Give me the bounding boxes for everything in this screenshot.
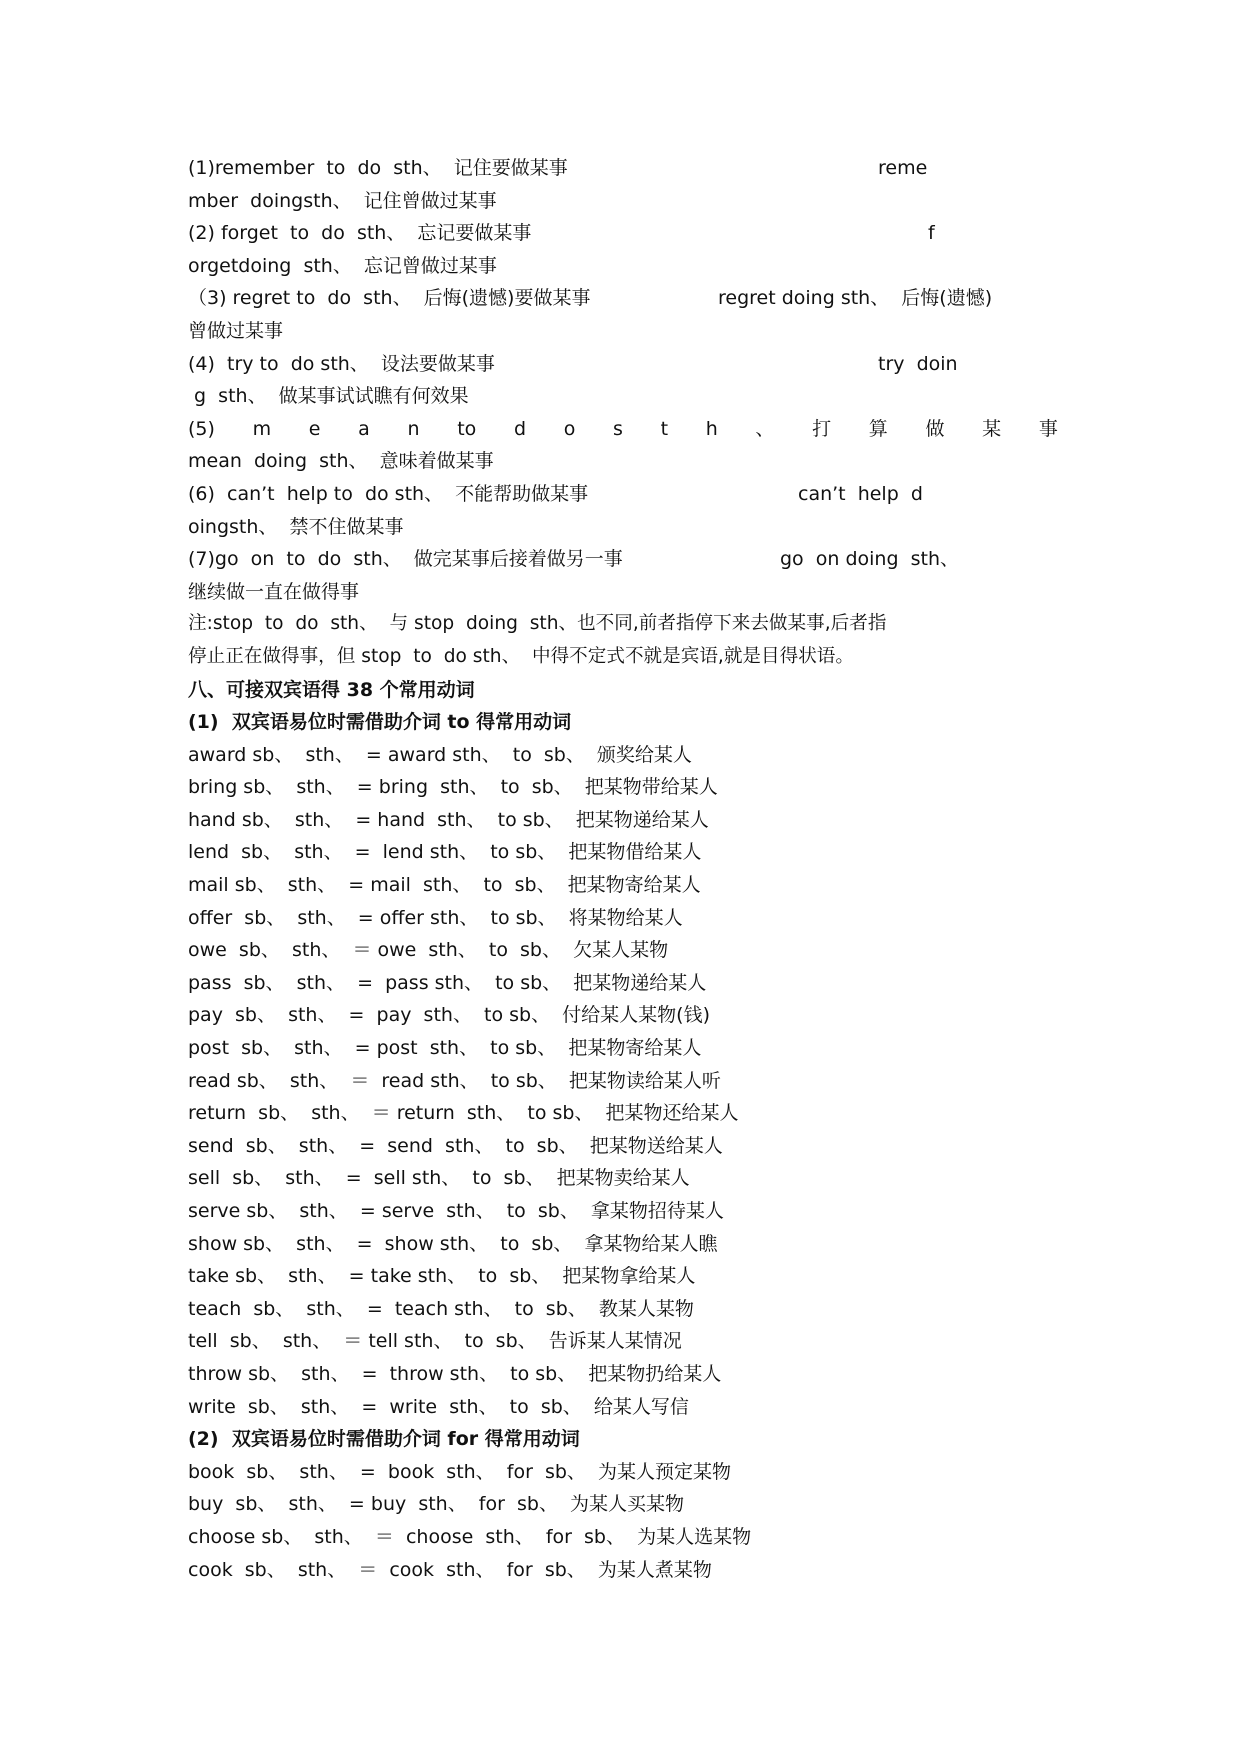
token: t — [660, 417, 669, 440]
verb-entry: buy sb、 sth、 = buy sth、 for sb、 为某人买某物 — [188, 1493, 685, 1516]
verb-entry: pass sb、 sth、 = pass sth、 to sb、 把某物递给某人 — [188, 971, 707, 994]
line-left: (4) try to do sth、 设法要做某事 — [188, 352, 495, 375]
token: 某 — [982, 417, 1002, 440]
line-right: can’t help d — [798, 482, 923, 505]
verb-entry: lend sb、 sth、 = lend sth、 to sb、 把某物借给某人 — [188, 841, 702, 864]
line-left: (2) forget to do sth、 忘记要做某事 — [188, 222, 532, 245]
token: h — [705, 417, 718, 440]
verb-entry: show sb、 sth、 = show sth、 to sb、 拿某物给某人瞧 — [188, 1232, 718, 1255]
verb-entry: hand sb、 sth、 = hand sth、 to sb、 把某物递给某人 — [188, 808, 709, 831]
line-right: regret doing sth、 后悔(遗憾) — [718, 287, 993, 310]
verb-entry: sell sb、 sth、 = sell sth、 to sb、 把某物卖给某人 — [188, 1167, 690, 1190]
text-line — [188, 608, 1058, 641]
verb-entry: teach sb、 sth、 = teach sth、 to sb、 教某人某物 — [188, 1297, 694, 1320]
text-line — [188, 185, 1058, 218]
text-line-justified — [188, 413, 1058, 446]
verb-entry: cook sb、 sth、 ＝ cook sth、 for sb、 为某人煮某物 — [188, 1558, 712, 1581]
line-left: （3) regret to do sth、 后悔(遗憾)要做某事 — [188, 287, 591, 310]
line-left: 停止正在做得事，但 stop to do sth、 中得不定式不就是宾语,就是目得状语。 — [188, 645, 854, 667]
token: d — [513, 417, 527, 440]
line-left: 曾做过某事 — [188, 319, 284, 342]
text-line — [188, 217, 1058, 250]
line-left: (6) can’t help to do sth、 不能帮助做某事 — [188, 482, 589, 505]
text-line — [188, 250, 1058, 283]
line-right: reme — [878, 157, 928, 179]
verb-entry: mail sb、 sth、 = mail sth、 to sb、 把某物寄给某人 — [188, 874, 701, 897]
text-line — [188, 543, 1058, 576]
token: m — [252, 417, 272, 440]
token: a — [358, 417, 370, 440]
verb-entry: post sb、 sth、 = post sth、 to sb、 把某物寄给某人 — [188, 1037, 702, 1060]
verb-entry: book sb、 sth、 = book sth、 for sb、 为某人预定某物 — [188, 1460, 732, 1483]
text-line — [188, 576, 1058, 609]
text-line — [188, 478, 1058, 511]
verb-entry: offer sb、 sth、 = offer sth、 to sb、 将某物给某人 — [188, 906, 683, 929]
token: 事 — [1038, 417, 1058, 440]
text-line — [188, 315, 1058, 348]
line-left: oingsth、 禁不住做某事 — [188, 515, 404, 538]
verb-entry: award sb、 sth、 = award sth、 to sb、 颁奖给某人 — [188, 743, 692, 766]
subsection-heading-to: (1) 双宾语易位时需借助介词 to 得常用动词 — [188, 711, 572, 734]
line-left: g sth、 做某事试试瞧有何效果 — [188, 385, 469, 408]
line-right: f — [928, 222, 935, 245]
subsection-heading-for: (2) 双宾语易位时需借助介词 for 得常用动词 — [188, 1428, 580, 1451]
verb-entry: serve sb、 sth、 = serve sth、 to sb、 拿某物招待某人 — [188, 1200, 724, 1222]
token: 打 — [812, 417, 832, 440]
token: to — [457, 417, 477, 440]
document-page — [188, 152, 1058, 1586]
token: 、 — [755, 417, 775, 440]
verb-entry: send sb、 sth、 = send sth、 to sb、 把某物送给某人 — [188, 1134, 723, 1157]
token: o — [563, 417, 576, 440]
text-line — [188, 445, 1058, 478]
text-line — [188, 348, 1058, 381]
line-left: (7)go on to do sth、 做完某事后接着做另一事 — [188, 548, 623, 571]
verb-entry: return sb、 sth、 ＝ return sth、 to sb、 把某物还给某人 — [188, 1102, 739, 1125]
section-heading: 八、可接双宾语得 38 个常用动词 — [188, 678, 475, 701]
line-left: mber doingsth、 记住曾做过某事 — [188, 189, 497, 212]
verb-entry: take sb、 sth、 = take sth、 to sb、 把某物拿给某人 — [188, 1265, 696, 1288]
line-left: mean doing sth、 意味着做某事 — [188, 450, 494, 473]
token: e — [308, 417, 321, 440]
token: s — [612, 417, 623, 440]
verb-entry: write sb、 sth、 = write sth、 to sb、 给某人写信 — [188, 1395, 689, 1418]
line-left: (1)remember to do sth、 记住要做某事 — [188, 157, 568, 179]
text-line — [188, 380, 1058, 413]
verb-entry: tell sb、 sth、 ＝ tell sth、 to sb、 告诉某人某情况 — [188, 1330, 682, 1353]
text-line — [188, 511, 1058, 544]
line-right: try doin — [878, 352, 958, 375]
verb-entry: throw sb、 sth、 = throw sth、 to sb、 把某物扔给某人 — [188, 1362, 722, 1385]
line-left: 注:stop to do sth、 与 stop doing sth、也不同,前者指停下来去做某事,后者指 — [188, 613, 887, 635]
line-left: 继续做一直在做得事 — [188, 580, 360, 603]
line-left: orgetdoing sth、 忘记曾做过某事 — [188, 254, 497, 277]
token: 做 — [925, 417, 945, 440]
verb-entry: owe sb、 sth、 ＝ owe sth、 to sb、 欠某人某物 — [188, 939, 669, 962]
text-line — [188, 282, 1058, 315]
verb-entry: bring sb、 sth、 = bring sth、 to sb、 把某物带给某人 — [188, 776, 718, 799]
line-right: go on doing sth、 — [780, 548, 960, 571]
verb-entry: read sb、 sth、 ＝ read sth、 to sb、 把某物读给某人听 — [188, 1069, 721, 1092]
verb-entry: pay sb、 sth、 = pay sth、 to sb、 付给某人某物(钱) — [188, 1004, 711, 1027]
token: 算 — [868, 417, 888, 440]
text-line — [188, 152, 1058, 185]
token: (5) — [188, 417, 215, 440]
verb-entry: choose sb、 sth、 ＝ choose sth、 for sb、 为某人选某物 — [188, 1525, 752, 1548]
token: n — [407, 417, 420, 440]
text-line — [188, 641, 1058, 674]
